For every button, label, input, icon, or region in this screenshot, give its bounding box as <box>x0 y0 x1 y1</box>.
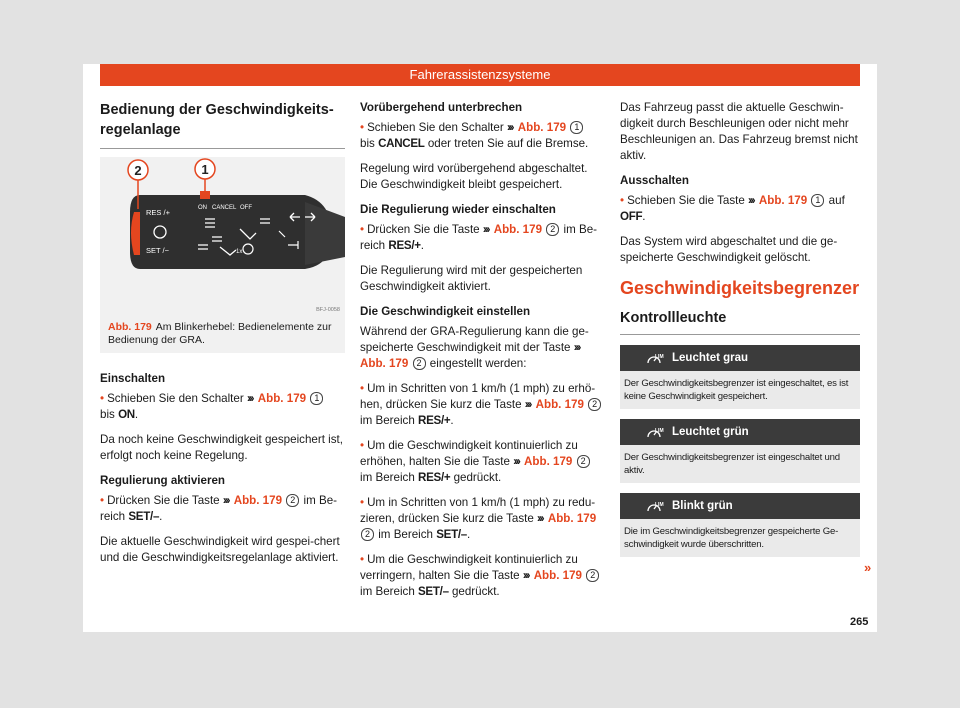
label-on: ON <box>198 205 207 211</box>
stalk-illustration <box>100 157 345 317</box>
label-1x: 1x <box>236 249 243 255</box>
caption-ref: Abb. 179 <box>108 321 152 333</box>
heading-kontrollleuchte: Kontrollleuchte <box>620 310 860 335</box>
svg-text:LIM: LIM <box>655 354 664 360</box>
link-abb-179[interactable]: Abb. 179 <box>233 494 283 507</box>
heading-unterbrechen: Vorübergehend unterbrechen <box>360 101 523 114</box>
link-abb-179[interactable]: Abb. 179 <box>360 357 409 370</box>
link-abb-179[interactable]: Abb. 179 <box>758 194 808 207</box>
text-einschalten: Da noch keine Geschwindigkeit gespeichert ist, erfolgt noch keine Regelung. <box>100 433 343 462</box>
svg-text:LIM: LIM <box>655 428 664 434</box>
bullet-einschalten: • Schieben Sie den Schalter ››› Abb. 179 1 bis ON. <box>100 391 345 423</box>
callout-1: 1 <box>201 162 209 177</box>
bullet-einstellen-2: • Um die Geschwindigkeit kontinuierlich zu erhöhen, halten Sie die Taste ››› Abb. 179 2 im Bereich RES/+ gedrückt. <box>360 438 603 486</box>
row-label: Blinkt grün <box>672 500 733 512</box>
warning-light-row-text: Der Geschwindigkeitsbegrenzer ist eingeschaltet und aktiv. <box>620 445 860 483</box>
bullet-ausschalten: • Schieben Sie die Taste ››› Abb. 179 1 auf OFF. <box>620 194 845 223</box>
section-title-begrenzer: Geschwindigkeitsbegrenzer <box>620 278 860 298</box>
speed-limiter-icon <box>646 350 662 376</box>
link-abb-179[interactable]: Abb. 179 <box>257 392 307 405</box>
link-abb-179[interactable]: Abb. 179 <box>493 223 543 236</box>
chapter-title: Fahrerassistenzsysteme <box>409 67 551 82</box>
figure-stalk <box>100 157 345 317</box>
bullet-wieder: • Drücken Sie die Taste ››› Abb. 179 2 im Be-reich RES/+. <box>360 223 597 252</box>
warning-light-row-header <box>620 493 860 519</box>
link-abb-179[interactable]: Abb. 179 <box>524 455 573 468</box>
speed-limiter-icon <box>646 424 662 450</box>
warning-light-row-text: Die im Geschwindigkeitsbegrenzer gespeicherte Ge-schwindigkeit wurde überschritten. <box>620 519 860 557</box>
row-label: Leuchtet grün <box>672 426 749 438</box>
bullet-unterbrechen: • Schieben Sie den Schalter ››› Abb. 179 1 bis CANCEL oder treten Sie auf die Bremse. <box>360 121 589 150</box>
label-set: SET /− <box>146 246 169 255</box>
text-wieder: Die Regulierung wird mit der gespeicherten Geschwindigkeit aktiviert. <box>360 264 583 293</box>
column-3 <box>620 100 860 557</box>
figure-code: BFJ-0058 <box>316 307 340 313</box>
caption-text: Am Blinkerhebel: Bedienelemente zur Bedienung der GRA. <box>108 321 332 346</box>
continue-mark: » <box>864 560 872 575</box>
label-off: OFF <box>240 205 252 211</box>
speed-limiter-icon <box>646 498 662 524</box>
text-intro: Das Fahrzeug passt die aktuelle Geschwin-digkeit durch Beschleunigen oder nicht mehr Beschleunigen an. Das Fahrzeug bremst nicht aktiv. <box>620 101 858 162</box>
link-abb-179[interactable]: Abb. 179 <box>547 512 597 525</box>
label-cancel: CANCEL <box>212 205 237 211</box>
link-abb-179[interactable]: Abb. 179 <box>535 398 584 411</box>
bullet-einstellen-1: • Um in Schritten von 1 km/h (1 mph) zu erhö-hen, drücken Sie kurz die Taste ››› Abb. 179 2 im Bereich RES/+. <box>360 381 603 429</box>
text-unterbrechen: Regelung wird vorübergehend abgeschaltet. Die Geschwindigkeit bleibt gespeichert. <box>360 162 588 191</box>
bullet-regulierung: • Drücken Sie die Taste ››› Abb. 179 2 im Be-reich SET/–. <box>100 494 337 523</box>
text-regulierung: Die aktuelle Geschwindigkeit wird gespei-chert und die Geschwindigkeitsregelanlage aktiviert. <box>100 535 340 564</box>
figure-caption <box>100 317 345 353</box>
page-number: 265 <box>850 616 869 628</box>
callout-2: 2 <box>134 163 142 178</box>
heading-wieder: Die Regulierung wieder einschalten <box>360 203 556 216</box>
warning-light-row-text: Der Geschwindigkeitsbegrenzer ist eingeschaltet, es ist keine Geschwindigkeit gespeichert. <box>620 371 860 409</box>
warning-light-row-header <box>620 345 860 371</box>
column-1 <box>100 100 345 575</box>
heading-regulierung: Regulierung aktivieren <box>100 474 225 487</box>
heading-einschalten: Einschalten <box>100 372 166 385</box>
intro-einstellen: Während der GRA-Regulierung kann die ge-speicherte Geschwindigkeit mit der Taste ››› Abb. 179 2 eingestellt werden: <box>360 325 589 370</box>
warning-light-row-header <box>620 419 860 445</box>
heading-einstellen: Die Geschwindigkeit einstellen <box>360 305 531 318</box>
bullet-einstellen-3: • Um in Schritten von 1 km/h (1 mph) zu redu-zieren, drücken Sie kurz die Taste ››› Abb. 179 2 im Bereich SET/–. <box>360 496 597 541</box>
label-res: RES /+ <box>146 208 170 217</box>
text-ausschalten: Das System wird abgeschaltet und die ge-speicherte Geschwindigkeit gelöscht. <box>620 235 838 264</box>
heading-ausschalten: Ausschalten <box>620 174 689 187</box>
bullet-einstellen-4: • Um die Geschwindigkeit kontinuierlich zu verringern, halten Sie die Taste ››› Abb. 179 2 im Bereich SET/– gedrückt. <box>360 552 603 600</box>
row-label: Leuchtet grau <box>672 352 749 364</box>
svg-text:LIM: LIM <box>655 502 664 508</box>
chapter-header <box>100 64 860 86</box>
link-abb-179[interactable]: Abb. 179 <box>533 569 583 582</box>
section-title: Bedienung der Geschwindigkeits- regelanlage <box>100 100 345 149</box>
column-2 <box>360 100 603 609</box>
link-abb-179[interactable]: Abb. 179 <box>517 121 567 134</box>
